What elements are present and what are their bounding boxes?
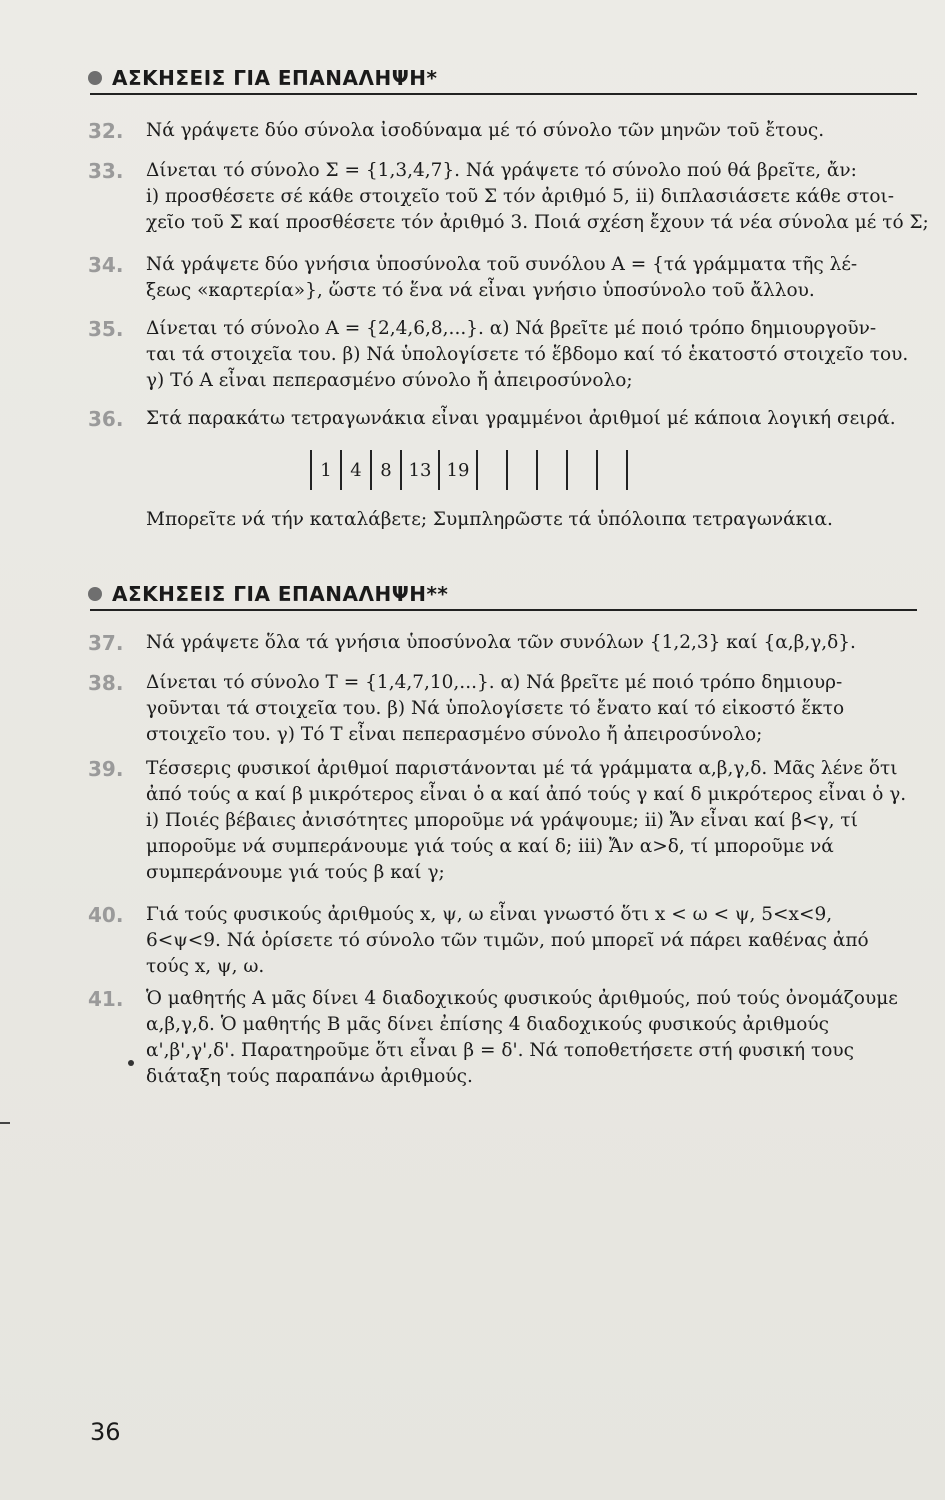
- exercise-number: 32.: [88, 119, 124, 143]
- exercise-34: [88, 252, 908, 304]
- exercise-line: στοιχεῖο του. γ) Τό Τ εἶναι πεπερασμένο σύνολο ἤ ἀπειροσύνολο;: [146, 724, 763, 745]
- section-heading-text: ΑΣΚΗΣΕΙΣ ΓΙΑ ΕΠΑΝΑΛΗΨΗ**: [112, 582, 449, 606]
- exercise-41: [88, 986, 908, 1090]
- exercise-number: 36.: [88, 407, 124, 431]
- exercise-line: Νά γράψετε δύο γνήσια ὑποσύνολα τοῦ συνόλου Α = {τά γράμματα τῆς λέ-: [146, 254, 858, 275]
- exercise-line: Νά γράψετε ὅλα τά γνήσια ὑποσύνολα τῶν συνόλων {1,2,3} καί {α,β,γ,δ}.: [146, 632, 856, 653]
- margin-dot: [128, 1060, 134, 1066]
- exercise-line: Δίνεται τό σύνολο Τ = {1,4,7,10,...}. α) Νά βρεῖτε μέ ποιό τρόπο δημιουρ-: [146, 672, 843, 693]
- exercise-line: α',β',γ',δ'. Παρατηροῦμε ὅτι εἶναι β = δ'. Νά τοποθετήσετε στή φυσική τους: [146, 1040, 854, 1061]
- exercise-38: [88, 670, 908, 748]
- exercise-line: Δίνεται τό σύνολο Σ = {1,3,4,7}. Νά γράψετε τό σύνολο πού θά βρεῖτε, ἄν:: [146, 160, 857, 181]
- bullet-icon: [88, 587, 102, 601]
- exercise-line: α,β,γ,δ. Ὁ μαθητής Β μᾶς δίνει ἐπίσης 4 διαδοχικούς φυσικούς ἀριθμούς: [146, 1014, 830, 1035]
- sequence-box-empty: [598, 450, 626, 490]
- exercise-line: μποροῦμε νά συμπεράνουμε γιά τούς α καί δ; iii) Ἄν α>δ, τί μποροῦμε νά: [146, 836, 834, 857]
- exercise-line: χεῖο τοῦ Σ καί προσθέσετε τόν ἀριθμό 3. Ποιά σχέση ἔχουν τά νέα σύνολα μέ τό Σ;: [146, 212, 929, 233]
- exercise-line: i) Ποιές βέβαιες ἀνισότητες μποροῦμε νά γράψουμε; ii) Ἄν εἶναι καί β<γ, τί: [146, 810, 858, 831]
- exercise-number: 40.: [88, 903, 124, 927]
- exercise-line: Δίνεται τό σύνολο Α = {2,4,6,8,...}. α) Νά βρεῖτε μέ ποιό τρόπο δημιουργοῦν-: [146, 318, 877, 339]
- exercise-line: Ὁ μαθητής Α μᾶς δίνει 4 διαδοχικούς φυσικούς ἀριθμούς, πού τούς ὀνομάζουμε: [146, 988, 898, 1009]
- exercise-line: διάταξη τούς παραπάνω ἀριθμούς.: [146, 1066, 473, 1087]
- exercise-number: 34.: [88, 253, 124, 277]
- exercise-number: 39.: [88, 757, 124, 781]
- exercise-36-continuation: [88, 507, 908, 533]
- sequence-box: 8: [372, 450, 402, 490]
- exercise-line: συμπεράνουμε γιά τούς β καί γ;: [146, 862, 445, 883]
- exercise-33: [88, 158, 929, 236]
- section-heading-review-2: [88, 582, 448, 606]
- exercise-line: Νά γράψετε δύο σύνολα ἰσοδύναμα μέ τό σύνολο τῶν μηνῶν τοῦ ἔτους.: [146, 120, 825, 141]
- exercise-number: 41.: [88, 987, 124, 1011]
- exercise-35: [88, 316, 908, 394]
- exercise-line: ἀπό τούς α καί β μικρότερος εἶναι ὁ α καί ἀπό τούς γ καί δ μικρότερος εἶναι ὁ γ.: [146, 784, 907, 805]
- section-rule: [90, 93, 917, 95]
- number-sequence-boxes: [310, 450, 628, 490]
- exercise-39: [88, 756, 908, 886]
- exercise-37: [88, 630, 908, 656]
- sequence-box-empty: [538, 450, 568, 490]
- exercise-line: Τέσσερις φυσικοί ἀριθμοί παριστάνονται μέ τά γράμματα α,β,γ,δ. Μᾶς λένε ὅτι: [146, 758, 898, 779]
- exercise-line: ξεως «καρτερία»}, ὥστε τό ἕνα νά εἶναι γνήσιο ὑποσύνολο τοῦ ἄλλου.: [146, 280, 815, 301]
- sequence-box-empty: [568, 450, 598, 490]
- exercise-number: 37.: [88, 631, 124, 655]
- exercise-line: 6<ψ<9. Νά ὁρίσετε τό σύνολο τῶν τιμῶν, πού μπορεῖ νά πάρει καθένας ἀπό: [146, 930, 869, 951]
- margin-dash: [0, 1122, 10, 1124]
- exercise-line: γοῦνται τά στοιχεῖα του. β) Νά ὑπολογίσετε τό ἔνατο καί τό εἰκοστό ἕκτο: [146, 698, 845, 719]
- exercise-number: 35.: [88, 317, 124, 341]
- exercise-line: Στά παρακάτω τετραγωνάκια εἶναι γραμμένοι ἀριθμοί μέ κάποια λογική σειρά.: [146, 408, 896, 429]
- exercise-number: 38.: [88, 671, 124, 695]
- sequence-box-empty: [478, 450, 508, 490]
- exercise-32: [88, 118, 908, 144]
- sequence-box: 13: [402, 450, 440, 490]
- section-rule: [90, 609, 917, 611]
- bullet-icon: [88, 71, 102, 85]
- exercise-line: ται τά στοιχεῖα του. β) Νά ὑπολογίσετε τό ἕβδομο καί τό ἑκατοστό στοιχεῖο του.: [146, 344, 909, 365]
- exercise-line: Μπορεῖτε νά τήν καταλάβετε; Συμπληρῶστε τά ὑπόλοιπα τετραγωνάκια.: [146, 509, 833, 530]
- exercise-40: [88, 902, 908, 980]
- sequence-box-empty: [508, 450, 538, 490]
- sequence-box: 19: [440, 450, 478, 490]
- exercise-number: 33.: [88, 159, 124, 183]
- page-number: 36: [90, 1418, 121, 1446]
- exercise-line: i) προσθέσετε σέ κάθε στοιχεῖο τοῦ Σ τόν ἀριθμό 5, ii) διπλασιάσετε κάθε στοι-: [146, 186, 894, 207]
- exercise-line: Γιά τούς φυσικούς ἀριθμούς x, ψ, ω εἶναι γνωστό ὅτι x < ω < ψ, 5<x<9,: [146, 904, 833, 925]
- sequence-box: 4: [342, 450, 372, 490]
- exercise-36: [88, 406, 908, 432]
- exercise-line: γ) Τό Α εἶναι πεπερασμένο σύνολο ἤ ἀπειροσύνολο;: [146, 370, 633, 391]
- exercise-line: τούς x, ψ, ω.: [146, 956, 265, 977]
- section-heading-review-1: [88, 66, 437, 90]
- section-heading-text: ΑΣΚΗΣΕΙΣ ΓΙΑ ΕΠΑΝΑΛΗΨΗ*: [112, 66, 438, 90]
- sequence-box: 1: [312, 450, 342, 490]
